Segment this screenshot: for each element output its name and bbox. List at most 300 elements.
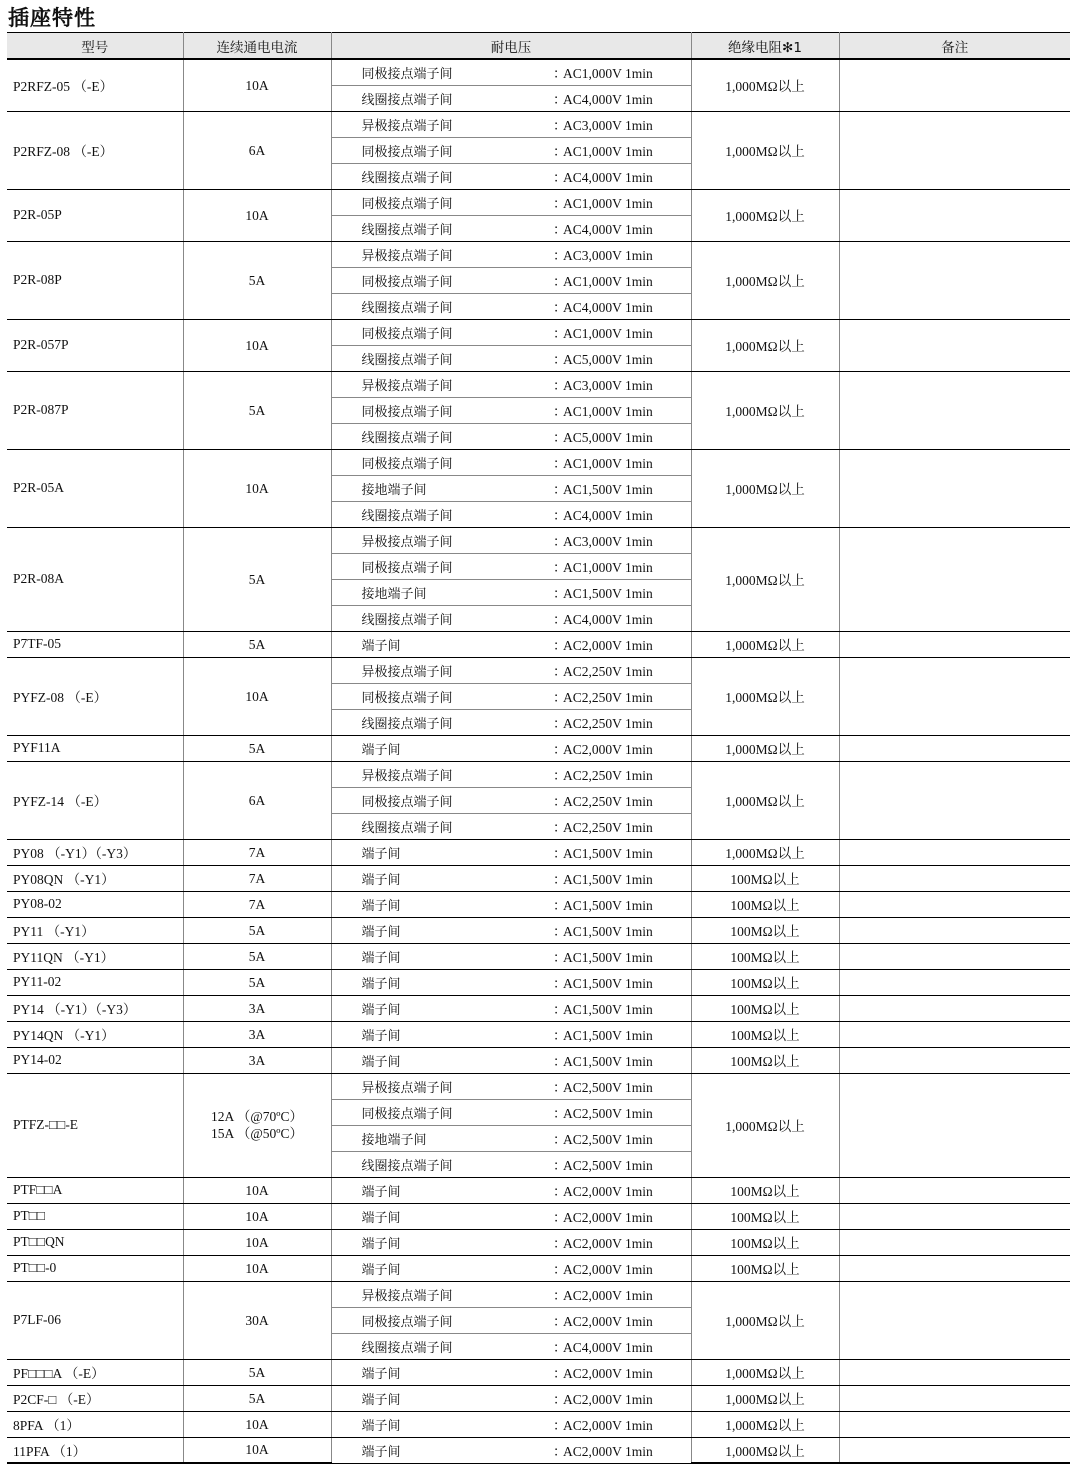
voltage-test-value-cell	[521, 1307, 691, 1333]
insulation-cell: 1,000MΩ以上	[691, 631, 839, 657]
voltage-test-label: 端子间	[331, 995, 521, 1021]
voltage-test-value: AC1,000V 1min	[563, 560, 653, 575]
voltage-test-value-cell	[521, 85, 691, 111]
remarks-cell	[839, 111, 1070, 189]
remarks-cell	[839, 839, 1070, 865]
current-value: 10A	[245, 480, 269, 496]
current-cell	[183, 1255, 331, 1281]
current-cell	[183, 735, 331, 761]
current-value: 5A	[248, 272, 266, 288]
insulation-cell: 1,000MΩ以上	[691, 527, 839, 631]
remarks-cell	[839, 917, 1070, 943]
voltage-test-value-cell	[521, 59, 691, 85]
current-cell	[183, 527, 331, 631]
voltage-test-value: AC1,500V 1min	[563, 924, 653, 939]
voltage-test-label: 异极接点端子间	[331, 527, 521, 553]
colon-separator: ：	[553, 170, 567, 185]
model-cell: PY14 （-Y1）（-Y3）	[7, 995, 183, 1021]
voltage-test-value: AC3,000V 1min	[563, 248, 653, 263]
colon-separator: ：	[553, 352, 567, 367]
voltage-test-value: AC2,000V 1min	[563, 1444, 653, 1459]
voltage-test-value: AC2,000V 1min	[563, 1366, 653, 1381]
voltage-test-value: AC2,500V 1min	[563, 1132, 653, 1147]
current-value: 10A	[245, 77, 269, 93]
table-row	[7, 917, 1070, 943]
table-row	[7, 943, 1070, 969]
insulation-cell: 1,000MΩ以上	[691, 657, 839, 735]
voltage-test-value-cell	[521, 917, 691, 943]
current-value: 7A	[248, 844, 266, 860]
voltage-test-label: 异极接点端子间	[331, 241, 521, 267]
remarks-cell	[839, 527, 1070, 631]
voltage-test-value: AC2,000V 1min	[563, 1236, 653, 1251]
colon-separator: ：	[553, 144, 567, 159]
colon-separator: ：	[553, 1236, 567, 1251]
voltage-test-value: AC1,500V 1min	[563, 872, 653, 887]
insulation-cell: 1,000MΩ以上	[691, 735, 839, 761]
colon-separator: ：	[553, 560, 567, 575]
voltage-test-label: 端子间	[331, 1203, 521, 1229]
table-row	[7, 761, 1070, 787]
table-row	[7, 189, 1070, 215]
current-cell	[183, 839, 331, 865]
insulation-cell: 1,000MΩ以上	[691, 59, 839, 111]
colon-separator: ：	[553, 742, 567, 757]
voltage-test-value-cell	[521, 371, 691, 397]
voltage-test-value-cell	[521, 189, 691, 215]
colon-separator: ：	[553, 768, 567, 783]
remarks-cell	[839, 1073, 1070, 1177]
voltage-test-value: AC2,000V 1min	[563, 1288, 653, 1303]
voltage-test-value: AC2,000V 1min	[563, 638, 653, 653]
table-row	[7, 527, 1070, 553]
voltage-test-value-cell	[521, 1333, 691, 1359]
current-value: 3A	[248, 1026, 266, 1042]
voltage-test-label: 异极接点端子间	[331, 1281, 521, 1307]
colon-separator: ：	[553, 1028, 567, 1043]
voltage-test-label: 异极接点端子间	[331, 657, 521, 683]
voltage-test-value-cell	[521, 319, 691, 345]
voltage-test-value: AC2,500V 1min	[563, 1080, 653, 1095]
colon-separator: ：	[553, 222, 567, 237]
current-cell	[183, 943, 331, 969]
remarks-cell	[839, 761, 1070, 839]
voltage-test-value: AC3,000V 1min	[563, 118, 653, 133]
voltage-test-value: AC1,000V 1min	[563, 326, 653, 341]
insulation-cell: 100MΩ以上	[691, 969, 839, 995]
model-cell: PTFZ-□□-E	[7, 1073, 183, 1177]
voltage-test-value-cell	[521, 891, 691, 917]
model-cell: PY11 （-Y1）	[7, 917, 183, 943]
voltage-test-value: AC3,000V 1min	[563, 378, 653, 393]
colon-separator: ：	[553, 196, 567, 211]
voltage-test-value: AC1,500V 1min	[563, 586, 653, 601]
insulation-cell: 1,000MΩ以上	[691, 1411, 839, 1437]
model-cell: P2RFZ-08 （-E）	[7, 111, 183, 189]
header-model: 型号	[7, 33, 183, 60]
voltage-test-value: AC1,000V 1min	[563, 404, 653, 419]
colon-separator: ：	[553, 846, 567, 861]
table-row	[7, 995, 1070, 1021]
current-value: 10A	[245, 1442, 269, 1458]
current-value: 5A	[248, 636, 266, 652]
voltage-test-value: AC2,000V 1min	[563, 1418, 653, 1433]
table-row	[7, 1385, 1070, 1411]
remarks-cell	[839, 319, 1070, 371]
model-cell: PYF11A	[7, 735, 183, 761]
voltage-test-label: 异极接点端子间	[331, 1073, 521, 1099]
colon-separator: ：	[553, 794, 567, 809]
voltage-test-label: 接地端子间	[331, 475, 521, 501]
remarks-cell	[839, 371, 1070, 449]
voltage-test-value-cell	[521, 397, 691, 423]
voltage-test-value-cell	[521, 137, 691, 163]
insulation-cell: 1,000MΩ以上	[691, 1281, 839, 1359]
current-value: 5A	[248, 402, 266, 418]
voltage-test-value: AC1,000V 1min	[563, 196, 653, 211]
colon-separator: ：	[553, 326, 567, 341]
voltage-test-value: AC1,500V 1min	[563, 1028, 653, 1043]
colon-separator: ：	[553, 976, 567, 991]
insulation-cell: 100MΩ以上	[691, 891, 839, 917]
table-row	[7, 839, 1070, 865]
voltage-test-label: 端子间	[331, 1229, 521, 1255]
insulation-cell: 1,000MΩ以上	[691, 111, 839, 189]
model-cell: P2R-08A	[7, 527, 183, 631]
colon-separator: ：	[553, 274, 567, 289]
voltage-test-label: 线圈接点端子间	[331, 215, 521, 241]
voltage-test-label: 异极接点端子间	[331, 761, 521, 787]
insulation-cell: 1,000MΩ以上	[691, 319, 839, 371]
table-row	[7, 59, 1070, 85]
remarks-cell	[839, 735, 1070, 761]
colon-separator: ：	[553, 1262, 567, 1277]
current-cell	[183, 1021, 331, 1047]
voltage-test-label: 同极接点端子间	[331, 319, 521, 345]
remarks-cell	[839, 1411, 1070, 1437]
current-value: 10A	[245, 337, 269, 353]
voltage-test-label: 端子间	[331, 1021, 521, 1047]
voltage-test-label: 端子间	[331, 917, 521, 943]
remarks-cell	[839, 1177, 1070, 1203]
voltage-test-label: 线圈接点端子间	[331, 605, 521, 631]
voltage-test-label: 端子间	[331, 1255, 521, 1281]
current-value: 12A （@70ºC）	[210, 1109, 303, 1124]
voltage-test-value: AC2,250V 1min	[563, 716, 653, 731]
insulation-cell: 100MΩ以上	[691, 1047, 839, 1073]
voltage-test-label: 同极接点端子间	[331, 137, 521, 163]
voltage-test-label: 线圈接点端子间	[331, 345, 521, 371]
insulation-cell: 1,000MΩ以上	[691, 371, 839, 449]
voltage-test-value: AC2,250V 1min	[563, 768, 653, 783]
colon-separator: ：	[553, 482, 567, 497]
current-cell	[183, 631, 331, 657]
model-cell: P7TF-05	[7, 631, 183, 657]
colon-separator: ：	[553, 534, 567, 549]
table-row	[7, 371, 1070, 397]
header-insulation: 绝缘电阻✻1	[691, 33, 839, 60]
current-value: 5A	[248, 974, 266, 990]
remarks-cell	[839, 1359, 1070, 1385]
colon-separator: ：	[553, 872, 567, 887]
table-row	[7, 969, 1070, 995]
voltage-test-label: 异极接点端子间	[331, 371, 521, 397]
voltage-test-label: 接地端子间	[331, 1125, 521, 1151]
voltage-test-value-cell	[521, 1255, 691, 1281]
voltage-test-value-cell	[521, 293, 691, 319]
header-remarks: 备注	[839, 33, 1070, 60]
voltage-test-value: AC1,500V 1min	[563, 950, 653, 965]
current-cell	[183, 761, 331, 839]
voltage-test-label: 同极接点端子间	[331, 59, 521, 85]
voltage-test-value-cell	[521, 735, 691, 761]
colon-separator: ：	[553, 1366, 567, 1381]
colon-separator: ：	[553, 92, 567, 107]
model-cell: PTF□□A	[7, 1177, 183, 1203]
insulation-cell: 1,000MΩ以上	[691, 1073, 839, 1177]
current-value: 10A	[245, 1416, 269, 1432]
colon-separator: ：	[553, 1392, 567, 1407]
current-cell	[183, 969, 331, 995]
voltage-test-value-cell	[521, 1437, 691, 1463]
voltage-test-value: AC2,000V 1min	[563, 742, 653, 757]
model-cell: PY08-02	[7, 891, 183, 917]
voltage-test-label: 端子间	[331, 1177, 521, 1203]
voltage-test-label: 端子间	[331, 1047, 521, 1073]
voltage-test-label: 同极接点端子间	[331, 397, 521, 423]
table-row	[7, 1255, 1070, 1281]
voltage-test-value-cell	[521, 761, 691, 787]
remarks-cell	[839, 657, 1070, 735]
table-row	[7, 1229, 1070, 1255]
header-current: 连续通电电流	[183, 33, 331, 60]
current-cell	[183, 657, 331, 735]
model-cell: PYFZ-14 （-E）	[7, 761, 183, 839]
voltage-test-value-cell	[521, 1073, 691, 1099]
voltage-test-value: AC4,000V 1min	[563, 170, 653, 185]
voltage-test-value-cell	[521, 1047, 691, 1073]
insulation-cell: 100MΩ以上	[691, 1177, 839, 1203]
voltage-test-label: 线圈接点端子间	[331, 709, 521, 735]
voltage-test-value-cell	[521, 1177, 691, 1203]
model-cell: P7LF-06	[7, 1281, 183, 1359]
colon-separator: ：	[553, 898, 567, 913]
colon-separator: ：	[553, 508, 567, 523]
voltage-test-value-cell	[521, 1281, 691, 1307]
voltage-test-value: AC1,000V 1min	[563, 456, 653, 471]
voltage-test-value: AC1,000V 1min	[563, 66, 653, 82]
table-row	[7, 1437, 1070, 1463]
voltage-test-value: AC2,250V 1min	[563, 794, 653, 809]
current-cell	[183, 189, 331, 241]
table-row	[7, 1021, 1070, 1047]
voltage-test-value-cell	[521, 943, 691, 969]
voltage-test-value: AC2,000V 1min	[563, 1392, 653, 1407]
voltage-test-label: 端子间	[331, 735, 521, 761]
current-value: 5A	[248, 571, 266, 587]
colon-separator: ：	[553, 1288, 567, 1303]
voltage-test-label: 同极接点端子间	[331, 189, 521, 215]
current-cell	[183, 241, 331, 319]
insulation-cell: 100MΩ以上	[691, 1203, 839, 1229]
current-cell	[183, 449, 331, 527]
insulation-cell: 100MΩ以上	[691, 1229, 839, 1255]
colon-separator: ：	[553, 1418, 567, 1433]
colon-separator: ：	[553, 1106, 567, 1121]
page-title: 插座特性	[8, 6, 96, 30]
voltage-test-label: 线圈接点端子间	[331, 85, 521, 111]
voltage-test-value: AC1,000V 1min	[563, 144, 653, 159]
header-voltage: 耐电压	[331, 33, 691, 60]
remarks-cell	[839, 1229, 1070, 1255]
colon-separator: ：	[553, 430, 567, 445]
voltage-test-value: AC2,000V 1min	[563, 1210, 653, 1225]
current-value: 30A	[245, 1312, 269, 1328]
current-value: 10A	[245, 1208, 269, 1224]
model-cell: PT□□QN	[7, 1229, 183, 1255]
model-cell: P2R-05P	[7, 189, 183, 241]
current-value: 5A	[248, 1364, 266, 1380]
table-row	[7, 241, 1070, 267]
voltage-test-label: 端子间	[331, 631, 521, 657]
voltage-test-label: 接地端子间	[331, 579, 521, 605]
remarks-cell	[839, 891, 1070, 917]
voltage-test-value: AC2,250V 1min	[563, 820, 653, 835]
colon-separator: ：	[553, 1444, 567, 1459]
current-cell	[183, 1437, 331, 1463]
colon-separator: ：	[553, 1080, 567, 1095]
voltage-test-label: 线圈接点端子间	[331, 423, 521, 449]
voltage-test-label: 线圈接点端子间	[331, 293, 521, 319]
colon-separator: ：	[553, 1210, 567, 1225]
model-cell: P2RFZ-05 （-E）	[7, 59, 183, 111]
remarks-cell	[839, 631, 1070, 657]
voltage-test-label: 同极接点端子间	[331, 683, 521, 709]
colon-separator: ：	[553, 248, 567, 263]
current-value: 10A	[245, 207, 269, 223]
current-value: 5A	[248, 922, 266, 938]
insulation-cell: 100MΩ以上	[691, 1021, 839, 1047]
current-value: 5A	[248, 948, 266, 964]
voltage-test-value: AC1,500V 1min	[563, 1054, 653, 1069]
voltage-test-value: AC2,500V 1min	[563, 1158, 653, 1173]
colon-separator: ：	[553, 664, 567, 679]
voltage-test-value: AC1,500V 1min	[563, 1002, 653, 1017]
colon-separator: ：	[553, 924, 567, 939]
table-row	[7, 735, 1070, 761]
colon-separator: ：	[553, 820, 567, 835]
voltage-test-value: AC1,000V 1min	[563, 274, 653, 289]
insulation-cell: 1,000MΩ以上	[691, 1437, 839, 1463]
header-row	[7, 33, 1070, 60]
current-cell	[183, 917, 331, 943]
table-row	[7, 631, 1070, 657]
colon-separator: ：	[553, 638, 567, 653]
model-cell: PY08QN （-Y1）	[7, 865, 183, 891]
model-cell: P2R-08P	[7, 241, 183, 319]
voltage-test-label: 线圈接点端子间	[331, 501, 521, 527]
current-cell	[183, 1411, 331, 1437]
insulation-cell: 1,000MΩ以上	[691, 1359, 839, 1385]
colon-separator: ：	[553, 586, 567, 601]
voltage-test-value: AC2,250V 1min	[563, 664, 653, 679]
voltage-test-value-cell	[521, 709, 691, 735]
current-value: 6A	[248, 792, 266, 808]
voltage-test-label: 同极接点端子间	[331, 449, 521, 475]
table-row	[7, 1073, 1070, 1099]
current-value: 5A	[248, 740, 266, 756]
current-cell	[183, 1177, 331, 1203]
colon-separator: ：	[553, 1002, 567, 1017]
table-row	[7, 1203, 1070, 1229]
voltage-test-value: AC4,000V 1min	[563, 300, 653, 315]
voltage-test-value-cell	[521, 1203, 691, 1229]
voltage-test-value-cell	[521, 1125, 691, 1151]
voltage-test-value-cell	[521, 163, 691, 189]
current-value: 7A	[248, 896, 266, 912]
colon-separator: ：	[553, 300, 567, 315]
remarks-cell	[839, 865, 1070, 891]
table-row	[7, 891, 1070, 917]
voltage-test-value: AC2,000V 1min	[563, 1262, 653, 1277]
voltage-test-value: AC5,000V 1min	[563, 352, 653, 367]
voltage-test-value-cell	[521, 1151, 691, 1177]
voltage-test-value-cell	[521, 1021, 691, 1047]
remarks-cell	[839, 59, 1070, 111]
insulation-cell: 100MΩ以上	[691, 943, 839, 969]
remarks-cell	[839, 1203, 1070, 1229]
voltage-test-value: AC1,500V 1min	[563, 898, 653, 913]
voltage-test-value: AC4,000V 1min	[563, 1340, 653, 1355]
voltage-test-value-cell	[521, 969, 691, 995]
colon-separator: ：	[553, 404, 567, 419]
voltage-test-value-cell	[521, 475, 691, 501]
voltage-test-label: 端子间	[331, 839, 521, 865]
remarks-cell	[839, 1021, 1070, 1047]
current-cell	[183, 1229, 331, 1255]
voltage-test-label: 线圈接点端子间	[331, 163, 521, 189]
model-cell: PY11-02	[7, 969, 183, 995]
model-cell: PYFZ-08 （-E）	[7, 657, 183, 735]
voltage-test-label: 端子间	[331, 943, 521, 969]
model-cell: P2R-087P	[7, 371, 183, 449]
current-cell	[183, 1385, 331, 1411]
colon-separator: ：	[553, 1340, 567, 1355]
voltage-test-label: 端子间	[331, 891, 521, 917]
model-cell: P2R-057P	[7, 319, 183, 371]
voltage-test-value-cell	[521, 631, 691, 657]
voltage-test-label: 端子间	[331, 1437, 521, 1463]
voltage-test-value-cell	[521, 813, 691, 839]
remarks-cell	[839, 449, 1070, 527]
voltage-test-label: 端子间	[331, 1385, 521, 1411]
voltage-test-value: AC3,000V 1min	[563, 534, 653, 549]
voltage-test-label: 同极接点端子间	[331, 553, 521, 579]
insulation-cell: 100MΩ以上	[691, 917, 839, 943]
voltage-test-label: 线圈接点端子间	[331, 1333, 521, 1359]
voltage-test-label: 同极接点端子间	[331, 1099, 521, 1125]
colon-separator: ：	[553, 1132, 567, 1147]
colon-separator: ：	[553, 690, 567, 705]
current-value: 3A	[248, 1052, 266, 1068]
table-row	[7, 1359, 1070, 1385]
colon-separator: ：	[553, 950, 567, 965]
insulation-cell: 1,000MΩ以上	[691, 839, 839, 865]
table-row	[7, 1177, 1070, 1203]
remarks-cell	[839, 1437, 1070, 1463]
model-cell: PY14QN （-Y1）	[7, 1021, 183, 1047]
voltage-test-value: AC2,250V 1min	[563, 690, 653, 705]
